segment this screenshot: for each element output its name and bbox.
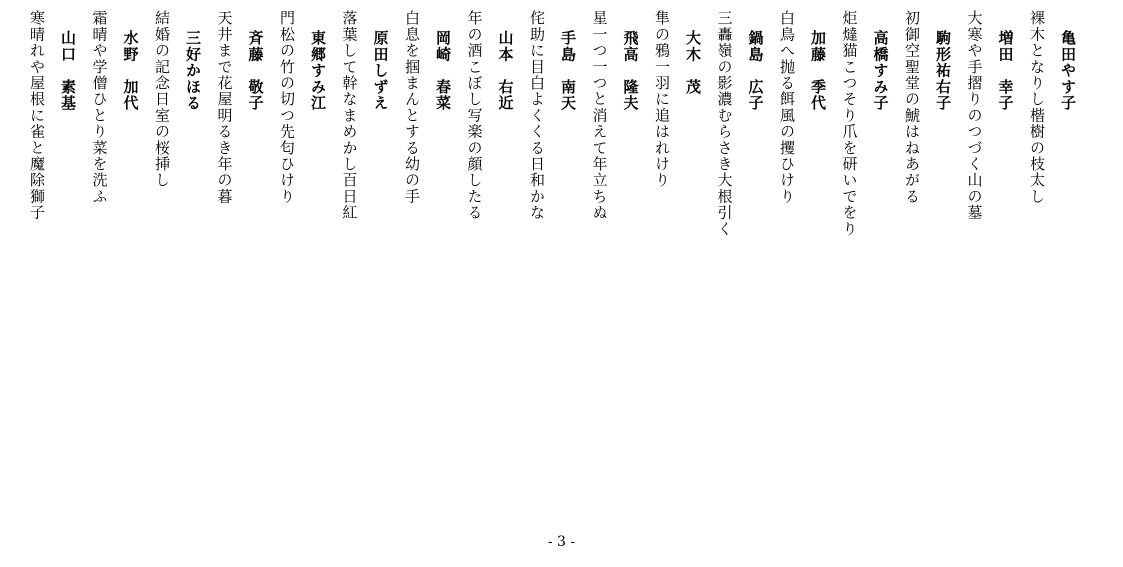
haiku-verse: 白鳥へ抛る餌風の攫ひけり — [778, 10, 796, 205]
haiku-author: 東郷すみ江 — [309, 30, 327, 111]
haiku-verse: 侘助に目白よくくる日和かな — [528, 10, 546, 221]
haiku-entry — [396, 8, 459, 528]
haiku-author: 三好かほる — [184, 30, 202, 111]
haiku-entry — [646, 8, 709, 528]
haiku-verse: 落葉して幹なまめかし百日紅 — [340, 10, 359, 221]
haiku-verse: 寒晴れや屋根に雀と魔除獅子 — [28, 10, 46, 221]
haiku-verse: 炬燵猫こつそり爪を研いでをり — [840, 10, 859, 237]
haiku-author: 岡崎 春菜 — [434, 30, 452, 111]
haiku-author: 原田しずえ — [371, 30, 390, 111]
haiku-verse: 大寒や手摺りのつづく山の墓 — [965, 10, 984, 221]
haiku-verse: 初御空聖堂の鯱はねあがる — [903, 10, 921, 205]
haiku-verse: 三轟嶺の影濃むらさき大根引く — [715, 10, 734, 237]
haiku-author: 駒形祐右子 — [934, 30, 952, 111]
haiku-verse: 白息を掴まんとする幼の手 — [403, 10, 421, 205]
haiku-entry — [1021, 8, 1084, 528]
haiku-entry — [896, 8, 959, 528]
haiku-author: 鍋島 広子 — [746, 30, 765, 111]
haiku-entry — [21, 8, 84, 528]
haiku-author: 水野 加代 — [121, 30, 140, 111]
haiku-entry — [833, 8, 896, 528]
haiku-verse: 年の酒こぼし写楽の顔したる — [465, 10, 484, 221]
haiku-entry — [958, 8, 1021, 528]
haiku-author: 斉藤 敬子 — [246, 30, 265, 111]
haiku-verse: 星一つ一つと消えて年立ちぬ — [590, 10, 609, 221]
haiku-entry — [521, 8, 584, 528]
haiku-entry — [333, 8, 396, 528]
haiku-author: 増田 幸子 — [996, 30, 1015, 111]
haiku-author: 高橋すみ子 — [871, 30, 890, 111]
haiku-entry — [83, 8, 146, 528]
haiku-columns — [21, 8, 1084, 528]
haiku-author: 亀田やす子 — [1059, 30, 1077, 111]
haiku-entry — [146, 8, 209, 528]
haiku-author: 山本 右近 — [496, 30, 515, 111]
haiku-author: 手島 南天 — [559, 30, 577, 111]
haiku-verse: 霜晴や学僧ひとり菜を洗ふ — [90, 10, 109, 205]
haiku-author: 山口 素基 — [59, 30, 77, 111]
haiku-entry — [271, 8, 334, 528]
haiku-entry — [708, 8, 771, 528]
haiku-author: 加藤 季代 — [809, 30, 827, 111]
haiku-verse: 隼の鴉一羽に追はれけり — [653, 10, 671, 189]
haiku-author: 大木 茂 — [684, 30, 702, 95]
haiku-verse: 門松の竹の切つ先匂ひけり — [278, 10, 296, 205]
haiku-verse: 裸木となりし楷樹の枝太し — [1028, 10, 1046, 205]
haiku-verse: 天井まで花屋明るき年の暮 — [215, 10, 234, 205]
haiku-author: 飛高 隆夫 — [621, 30, 640, 111]
haiku-entry — [208, 8, 271, 528]
page-number: - 3 - — [547, 534, 576, 550]
haiku-entry — [458, 8, 521, 528]
haiku-entry — [583, 8, 646, 528]
haiku-entry — [771, 8, 834, 528]
haiku-verse: 結婚の記念日室の桜挿し — [153, 10, 171, 189]
